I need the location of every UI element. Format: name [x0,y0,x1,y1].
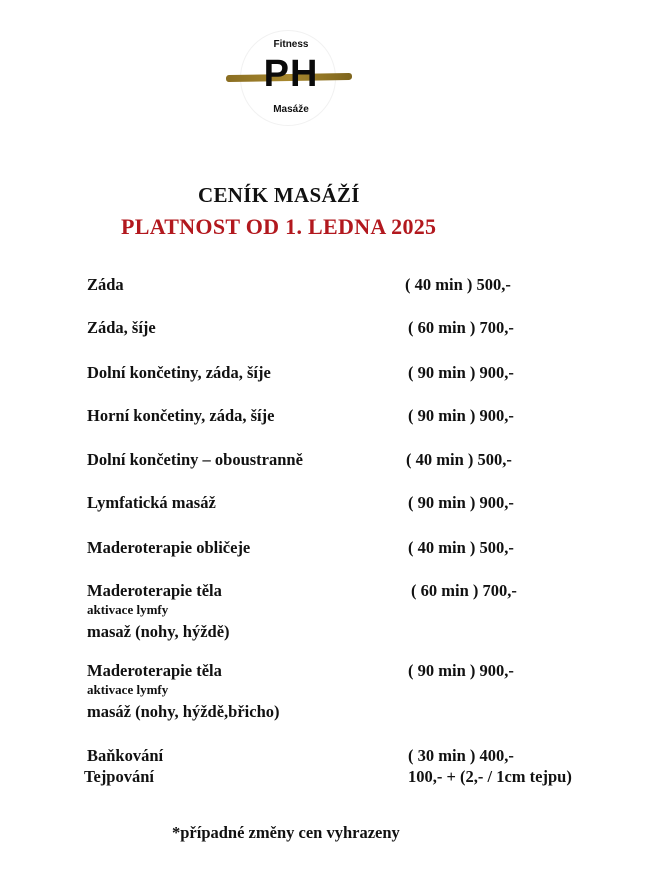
service-name: Dolní končetiny, záda, šíje [87,363,271,382]
service-name: Baňkování [87,746,164,765]
service-price: 100,- + (2,- / 1cm tejpu) [408,767,572,786]
logo-top-text: Fitness [273,39,309,50]
service-name: Záda [87,275,124,294]
service-name: Maderoterapie těla [87,581,222,600]
service-name: Maderoterapie obličeje [87,538,251,557]
page-title: CENÍK MASÁŽÍ [198,183,360,207]
logo-mark: PH [263,53,319,95]
service-price: ( 40 min ) 500,- [408,538,514,557]
service-name: Lymfatická masáž [87,493,216,512]
service-name: Dolní končetiny – oboustranně [87,450,303,469]
service-detail: aktivace lymfy [87,602,169,617]
service-detail: masáž (nohy, hýždě,břicho) [87,702,280,721]
service-price: ( 90 min ) 900,- [408,406,514,425]
service-price: ( 40 min ) 500,- [406,450,512,469]
logo [226,30,356,126]
service-name: Tejpování [84,767,154,786]
service-detail: aktivace lymfy [87,682,169,697]
service-price: ( 40 min ) 500,- [405,275,511,294]
service-price: ( 60 min ) 700,- [408,318,514,337]
page-subtitle: PLATNOST OD 1. LEDNA 2025 [121,214,437,239]
service-name: Maderoterapie těla [87,661,222,680]
price-change-note: *případné změny cen vyhrazeny [172,823,400,842]
service-name: Záda, šíje [87,318,156,337]
service-name: Horní končetiny, záda, šíje [87,406,275,425]
service-price: ( 90 min ) 900,- [408,661,514,680]
logo-bottom-text: Masáže [273,104,309,115]
service-detail: masaž (nohy, hýždě) [87,622,230,641]
service-price: ( 60 min ) 700,- [411,581,517,600]
service-price: ( 90 min ) 900,- [408,493,514,512]
service-price: ( 90 min ) 900,- [408,363,514,382]
service-price: ( 30 min ) 400,- [408,746,514,765]
